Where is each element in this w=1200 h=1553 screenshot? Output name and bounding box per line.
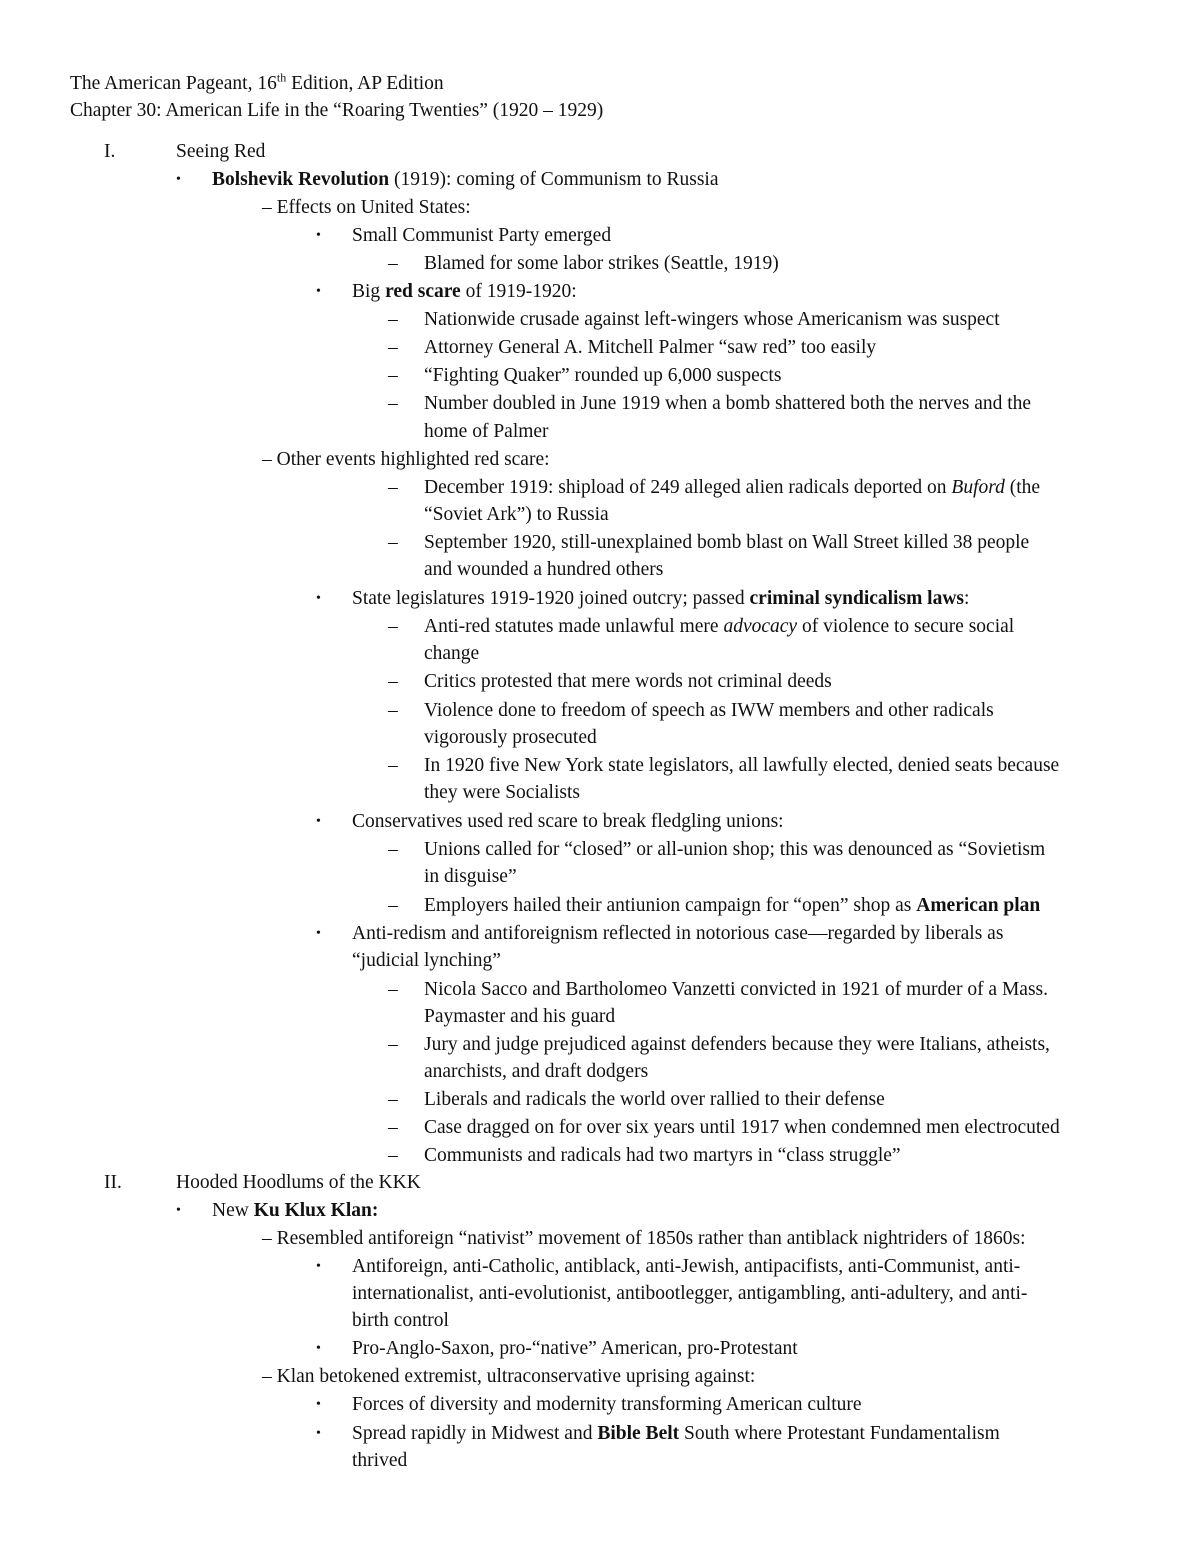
outline-item: Anti-redism and antiforeignism reflected in notorious case—regarded by liberals as xyxy=(352,923,1004,944)
term-bold: Ku Klux Klan: xyxy=(253,1200,379,1221)
book-title-text: The American Pageant, 16 xyxy=(70,73,277,94)
outline-item-continued: in disguise” xyxy=(424,866,517,887)
outline-item: Attorney General A. Mitchell Palmer “saw red” too easily xyxy=(424,337,877,358)
chapter-title: Chapter 30: American Life in the “Roaring Twenties” (1920 – 1929) xyxy=(70,100,604,121)
outline-item-continued: “judicial lynching” xyxy=(352,950,501,971)
book-title xyxy=(70,70,444,98)
item-text: Big xyxy=(352,281,386,302)
term-bold: red scare xyxy=(385,281,461,302)
outline-item xyxy=(212,166,719,193)
outline-subheading: – Resembled antiforeign “nativist” movement of 1850s rather than antiblack nightriders of 1860s: xyxy=(262,1228,1026,1249)
dash-icon: – xyxy=(388,1034,398,1055)
outline-item: “Fighting Quaker” rounded up 6,000 suspects xyxy=(424,365,782,386)
outline-item: Forces of diversity and modernity transforming American culture xyxy=(352,1394,862,1415)
dash-icon: – xyxy=(388,755,398,776)
dash-icon: – xyxy=(388,616,398,637)
outline-item: Conservatives used red scare to break fledgling unions: xyxy=(352,811,784,832)
dash-icon: – xyxy=(388,365,398,386)
item-text: December 1919: shipload of 249 alleged alien radicals deported on xyxy=(424,477,952,498)
outline-item xyxy=(424,892,1040,919)
bullet-icon: • xyxy=(176,1203,181,1218)
bullet-icon: • xyxy=(316,814,321,829)
item-text: Anti-red statutes made unlawful mere xyxy=(424,616,724,637)
dash-icon: – xyxy=(388,253,398,274)
outline-item: Number doubled in June 1919 when a bomb shattered both the nerves and the xyxy=(424,393,1032,414)
term-italic: advocacy xyxy=(723,616,798,637)
dash-icon: – xyxy=(388,477,398,498)
dash-icon: – xyxy=(388,393,398,414)
outline-item: September 1920, still-unexplained bomb blast on Wall Street killed 38 people xyxy=(424,532,1030,553)
bullet-icon: • xyxy=(316,1426,321,1441)
outline-item-continued: Paymaster and his guard xyxy=(424,1006,616,1027)
item-text: Spread rapidly in Midwest and xyxy=(352,1423,598,1444)
item-text: (1919): coming of Communism to Russia xyxy=(389,169,719,190)
outline-item-continued: anarchists, and draft dodgers xyxy=(424,1061,649,1082)
outline-item: Communists and radicals had two martyrs in “class struggle” xyxy=(424,1145,901,1166)
outline-item-continued: “Soviet Ark”) to Russia xyxy=(424,504,609,525)
item-text: New xyxy=(212,1200,254,1221)
outline-item: Liberals and radicals the world over rallied to their defense xyxy=(424,1089,885,1110)
item-text: : xyxy=(964,588,970,609)
section-heading-seeing-red: Seeing Red xyxy=(176,141,266,162)
outline-subheading: – Klan betokened extremist, ultraconservative uprising against: xyxy=(262,1366,756,1387)
dash-icon: – xyxy=(388,1145,398,1166)
dash-icon: – xyxy=(388,1089,398,1110)
section-heading-kkk: Hooded Hoodlums of the KKK xyxy=(176,1172,421,1193)
outline-item: Antiforeign, anti-Catholic, antiblack, anti-Jewish, antipacifists, anti-Communist, anti- xyxy=(352,1256,1021,1277)
bullet-icon: • xyxy=(316,591,321,606)
outline-item xyxy=(352,278,577,305)
outline-item-continued: change xyxy=(424,643,480,664)
term-bold: Bible Belt xyxy=(597,1423,680,1444)
outline-item: Unions called for “closed” or all-union shop; this was denounced as “Sovietism xyxy=(424,839,1046,860)
outline-item: Pro-Anglo-Saxon, pro-“native” American, pro-Protestant xyxy=(352,1338,798,1359)
outline-item-continued: thrived xyxy=(352,1450,408,1471)
ship-name-italic: Buford xyxy=(951,477,1005,498)
outline-item-continued: and wounded a hundred others xyxy=(424,559,664,580)
section-numeral-2: II. xyxy=(104,1172,122,1193)
outline-subheading: – Other events highlighted red scare: xyxy=(262,449,550,470)
outline-item-continued: birth control xyxy=(352,1310,449,1331)
bullet-icon: • xyxy=(316,1341,321,1356)
term-bold: criminal syndicalism laws xyxy=(749,588,965,609)
bullet-icon: • xyxy=(316,1397,321,1412)
outline-item xyxy=(212,1197,378,1224)
outline-item: Small Communist Party emerged xyxy=(352,225,612,246)
section-numeral-1: I. xyxy=(104,141,116,162)
dash-icon: – xyxy=(388,671,398,692)
outline-item: Nationwide crusade against left-wingers whose Americanism was suspect xyxy=(424,309,1000,330)
bullet-icon: • xyxy=(316,228,321,243)
dash-icon: – xyxy=(388,1117,398,1138)
book-edition-text: Edition, AP Edition xyxy=(286,73,444,94)
outline-item: Nicola Sacco and Bartholomeo Vanzetti convicted in 1921 of murder of a Mass. xyxy=(424,979,1049,1000)
bullet-icon: • xyxy=(316,284,321,299)
bullet-icon: • xyxy=(316,1259,321,1274)
outline-item: Critics protested that mere words not criminal deeds xyxy=(424,671,832,692)
outline-item: Blamed for some labor strikes (Seattle, 1919) xyxy=(424,253,779,274)
item-text: State legislatures 1919-1920 joined outcry; passed xyxy=(352,588,750,609)
item-text: of violence to secure social xyxy=(797,616,1015,637)
dash-icon: – xyxy=(388,895,398,916)
item-text: of 1919-1920: xyxy=(460,281,577,302)
term-bold: American plan xyxy=(916,895,1041,916)
outline-item xyxy=(352,585,969,612)
outline-item-continued: they were Socialists xyxy=(424,782,580,803)
outline-item: Violence done to freedom of speech as IWW members and other radicals xyxy=(424,700,994,721)
item-text: South where Protestant Fundamentalism xyxy=(679,1423,1000,1444)
outline-item-continued: home of Palmer xyxy=(424,421,549,442)
item-text: (the xyxy=(1004,477,1041,498)
dash-icon: – xyxy=(388,979,398,1000)
term-bold: Bolshevik Revolution xyxy=(212,169,390,190)
outline-item: Jury and judge prejudiced against defenders because they were Italians, atheists, xyxy=(424,1034,1050,1055)
outline-item-continued: internationalist, anti-evolutionist, antibootlegger, antigambling, anti-adultery, and anti- xyxy=(352,1283,1028,1304)
outline-item: In 1920 five New York state legislators, all lawfully elected, denied seats because xyxy=(424,755,1060,776)
dash-icon: – xyxy=(388,309,398,330)
outline-subheading: – Effects on United States: xyxy=(262,197,471,218)
outline-item: Case dragged on for over six years until 1917 when condemned men electrocuted xyxy=(424,1117,1060,1138)
edition-superscript: th xyxy=(276,70,287,85)
bullet-icon: • xyxy=(176,172,181,187)
outline-item-continued: vigorously prosecuted xyxy=(424,727,597,748)
item-text: Employers hailed their antiunion campaign for “open” shop as xyxy=(424,895,917,916)
outline-item xyxy=(352,1420,1000,1447)
dash-icon: – xyxy=(388,532,398,553)
dash-icon: – xyxy=(388,700,398,721)
dash-icon: – xyxy=(388,337,398,358)
outline-item xyxy=(424,613,1014,640)
outline-item xyxy=(424,474,1040,501)
dash-icon: – xyxy=(388,839,398,860)
bullet-icon: • xyxy=(316,926,321,941)
